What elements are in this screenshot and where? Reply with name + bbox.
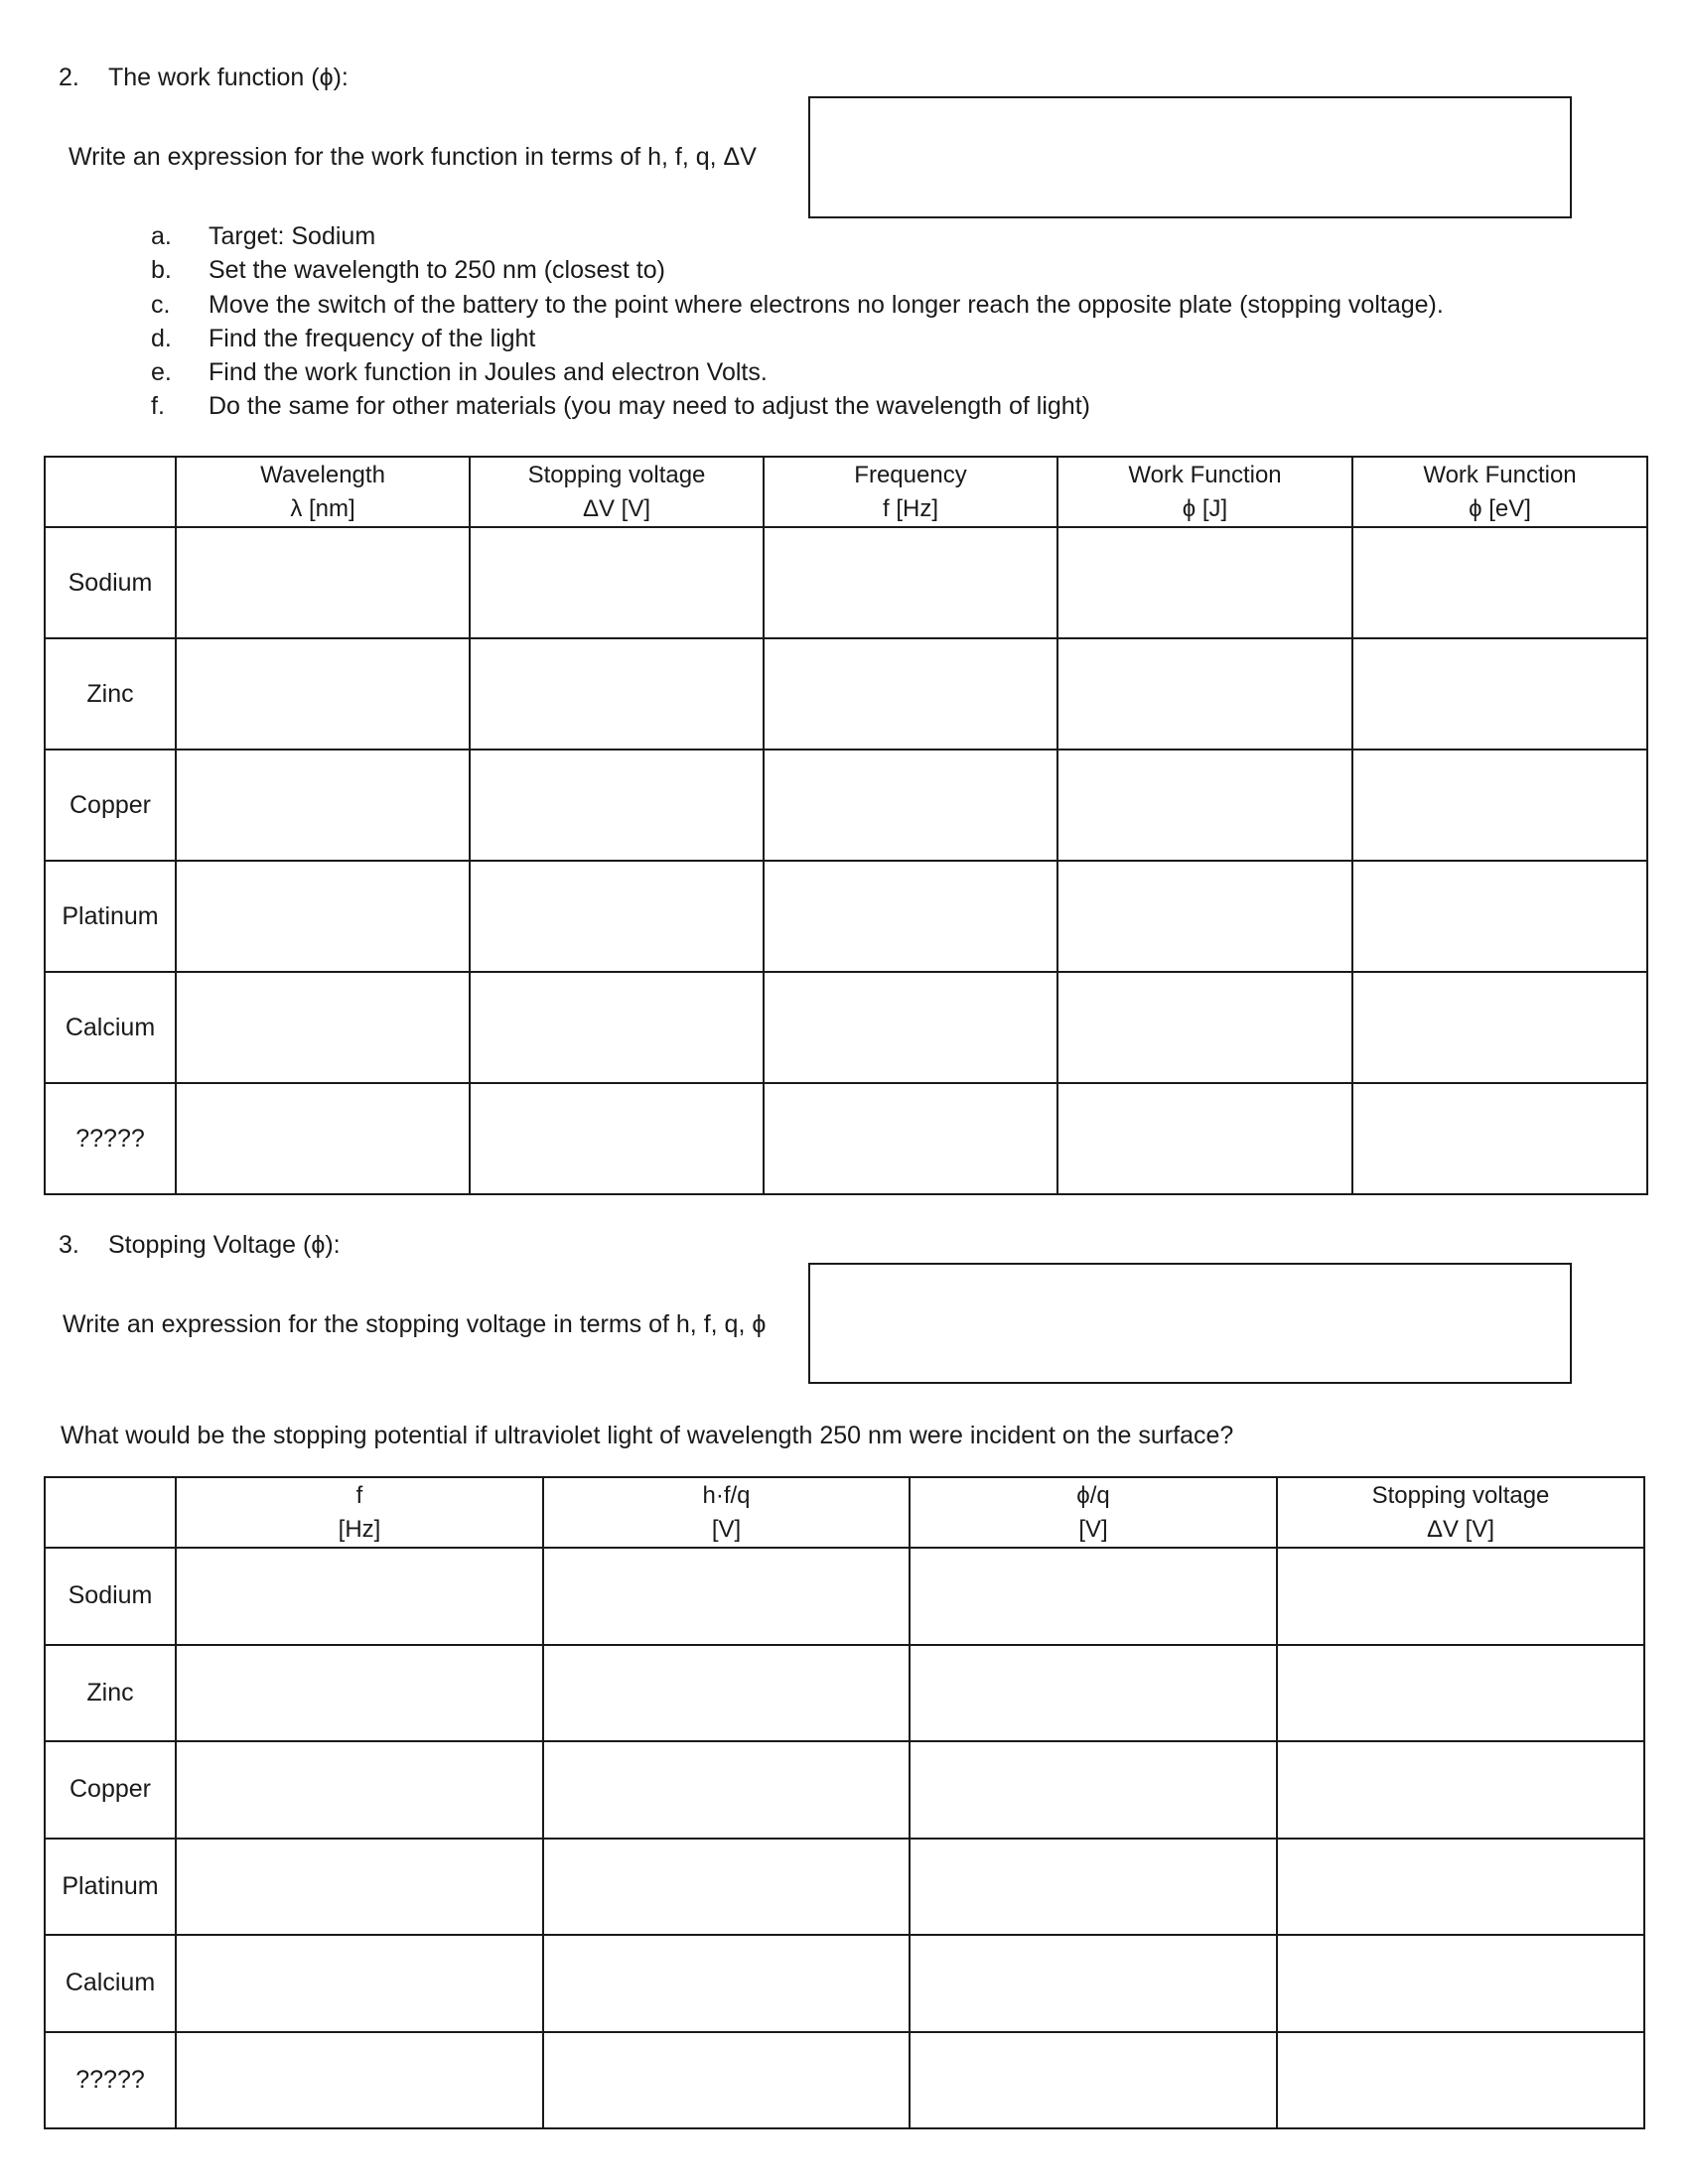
row-label: Zinc xyxy=(45,638,176,750)
table-row xyxy=(45,1645,1644,1742)
table-cell[interactable] xyxy=(176,638,470,750)
table-cell[interactable] xyxy=(176,1741,543,1839)
table-row xyxy=(45,638,1647,750)
header-stopping-voltage: Stopping voltage ΔV [V] xyxy=(1277,1477,1644,1548)
step-e: e. Find the work function in Joules and electron Volts. xyxy=(151,358,768,387)
header-stopping-voltage: Stopping voltage ΔV [V] xyxy=(470,457,764,527)
section-2-heading xyxy=(59,64,349,92)
row-label: Copper xyxy=(45,750,176,861)
table-cell[interactable] xyxy=(764,1083,1057,1194)
step-a: a. Target: Sodium xyxy=(151,222,376,250)
table-cell[interactable] xyxy=(470,638,764,750)
table-cell[interactable] xyxy=(470,750,764,861)
table-cell[interactable] xyxy=(176,2032,543,2129)
table-row xyxy=(45,861,1647,972)
row-label: Platinum xyxy=(45,1839,176,1936)
header-phi-over-q: ϕ/q [V] xyxy=(910,1477,1277,1548)
table-row xyxy=(45,972,1647,1083)
table-cell[interactable] xyxy=(176,1548,543,1645)
stopping-voltage-table xyxy=(44,1476,1645,2129)
table-cell[interactable] xyxy=(1277,2032,1644,2129)
table-row xyxy=(45,750,1647,861)
table-cell[interactable] xyxy=(910,1645,1277,1742)
table-cell[interactable] xyxy=(764,972,1057,1083)
table-cell[interactable] xyxy=(1057,750,1352,861)
stopping-voltage-answer-box[interactable] xyxy=(808,1263,1572,1384)
row-label: Calcium xyxy=(45,972,176,1083)
work-function-prompt: Write an expression for the work function in terms of h, f, q, ΔV xyxy=(69,143,757,171)
table-row xyxy=(45,527,1647,638)
table-cell[interactable] xyxy=(1057,861,1352,972)
table-row xyxy=(45,2032,1644,2129)
table-cell[interactable] xyxy=(543,1645,910,1742)
table-cell[interactable] xyxy=(176,861,470,972)
table-cell[interactable] xyxy=(176,1935,543,2032)
row-label: Sodium xyxy=(45,1548,176,1645)
header-frequency: Frequency f [Hz] xyxy=(764,457,1057,527)
table-cell[interactable] xyxy=(176,972,470,1083)
table-cell[interactable] xyxy=(764,861,1057,972)
table-cell[interactable] xyxy=(1352,638,1647,750)
table-cell[interactable] xyxy=(1277,1741,1644,1839)
work-function-answer-box[interactable] xyxy=(808,96,1572,218)
step-d: d. Find the frequency of the light xyxy=(151,324,536,352)
table-header-row xyxy=(45,1477,1644,1548)
table-cell[interactable] xyxy=(543,1839,910,1936)
procedure-steps xyxy=(151,219,1444,424)
step-c: c. Move the switch of the battery to the point where electrons no longer reach the opposite plate (stopping voltage). xyxy=(151,290,1444,319)
work-function-table xyxy=(44,456,1648,1195)
table-cell[interactable] xyxy=(910,1548,1277,1645)
row-label: Zinc xyxy=(45,1645,176,1742)
row-label: Calcium xyxy=(45,1935,176,2032)
row-label: ????? xyxy=(45,2032,176,2129)
header-work-function-ev: Work Function ϕ [eV] xyxy=(1352,457,1647,527)
table-row xyxy=(45,1083,1647,1194)
table-cell[interactable] xyxy=(470,1083,764,1194)
table-row xyxy=(45,1935,1644,2032)
table-cell[interactable] xyxy=(1352,861,1647,972)
table-cell[interactable] xyxy=(1057,527,1352,638)
table-cell[interactable] xyxy=(176,1839,543,1936)
row-label: Platinum xyxy=(45,861,176,972)
table-cell[interactable] xyxy=(764,750,1057,861)
step-b: b. Set the wavelength to 250 nm (closest to) xyxy=(151,256,665,285)
header-wavelength: Wavelength λ [nm] xyxy=(176,457,470,527)
table-cell[interactable] xyxy=(1277,1548,1644,1645)
row-label: Copper xyxy=(45,1741,176,1839)
table-cell[interactable] xyxy=(764,638,1057,750)
section-3-number: 3. xyxy=(59,1231,79,1259)
step-f: f. Do the same for other materials (you may need to adjust the wavelength of light) xyxy=(151,392,1090,421)
header-work-function-joules: Work Function ϕ [J] xyxy=(1057,457,1352,527)
section-3-title: Stopping Voltage (ϕ): xyxy=(108,1231,341,1259)
table-cell[interactable] xyxy=(1277,1645,1644,1742)
section-3-heading xyxy=(59,1231,341,1260)
table-cell[interactable] xyxy=(1057,972,1352,1083)
table-cell[interactable] xyxy=(470,861,764,972)
table-cell[interactable] xyxy=(1352,1083,1647,1194)
table-row xyxy=(45,1839,1644,1936)
table-cell[interactable] xyxy=(910,1935,1277,2032)
table-cell[interactable] xyxy=(1352,527,1647,638)
table-cell[interactable] xyxy=(543,1741,910,1839)
table-cell[interactable] xyxy=(1277,1935,1644,2032)
table-cell[interactable] xyxy=(176,750,470,861)
row-label: ????? xyxy=(45,1083,176,1194)
header-frequency: f [Hz] xyxy=(176,1477,543,1548)
table-cell[interactable] xyxy=(910,1839,1277,1936)
table-cell[interactable] xyxy=(1057,638,1352,750)
table-cell[interactable] xyxy=(910,1741,1277,1839)
table-cell[interactable] xyxy=(1352,750,1647,861)
table-cell[interactable] xyxy=(910,2032,1277,2129)
table-header-row xyxy=(45,457,1647,527)
row-label: Sodium xyxy=(45,527,176,638)
stopping-voltage-prompt: Write an expression for the stopping voltage in terms of h, f, q, ϕ xyxy=(63,1310,767,1338)
header-hf-over-q: h·f/q [V] xyxy=(543,1477,910,1548)
table-cell[interactable] xyxy=(176,527,470,638)
stopping-potential-question: What would be the stopping potential if ultraviolet light of wavelength 250 nm were incident on the surface? xyxy=(61,1422,1234,1449)
table-cell[interactable] xyxy=(543,1548,910,1645)
table-row xyxy=(45,1548,1644,1645)
table-cell[interactable] xyxy=(1057,1083,1352,1194)
corner-cell xyxy=(45,1477,176,1548)
table-cell[interactable] xyxy=(543,1935,910,2032)
table-cell[interactable] xyxy=(543,2032,910,2129)
corner-cell xyxy=(45,457,176,527)
table-cell[interactable] xyxy=(470,972,764,1083)
table-cell[interactable] xyxy=(1277,1839,1644,1936)
section-2-title: The work function (ϕ): xyxy=(108,64,349,91)
table-cell[interactable] xyxy=(1352,972,1647,1083)
table-cell[interactable] xyxy=(176,1645,543,1742)
table-cell[interactable] xyxy=(470,527,764,638)
section-2-number: 2. xyxy=(59,64,79,91)
table-cell[interactable] xyxy=(176,1083,470,1194)
table-cell[interactable] xyxy=(764,527,1057,638)
table-row xyxy=(45,1741,1644,1839)
